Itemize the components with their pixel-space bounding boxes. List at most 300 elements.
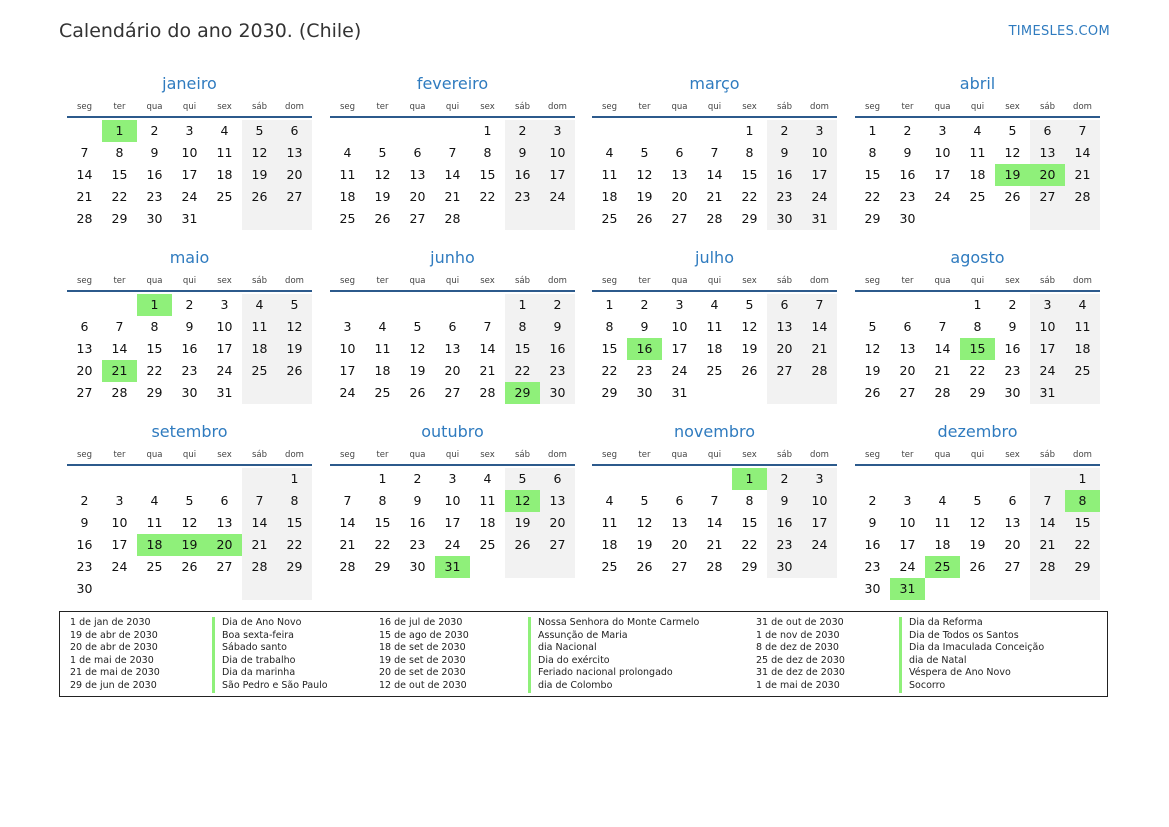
month-name: maio — [169, 248, 210, 267]
legend-dates-column — [756, 617, 845, 693]
day-cell: 27 — [216, 559, 233, 574]
day-cell: 31 — [181, 211, 198, 226]
day-cell: 29 — [969, 385, 986, 400]
day-cell: 9 — [640, 319, 649, 334]
day-cell: 23 — [409, 537, 426, 552]
day-cell: 21 — [251, 537, 268, 552]
day-cell: 10 — [671, 319, 688, 334]
day-cell: 11 — [934, 515, 951, 530]
day-cell: 21 — [706, 537, 723, 552]
day-cell: 1 — [518, 297, 527, 312]
day-cell: 9 — [80, 515, 89, 530]
weekday-label: seg — [339, 276, 356, 286]
day-cell: 18 — [934, 537, 951, 552]
day-cell: 5 — [255, 123, 264, 138]
weekday-label: qui — [445, 276, 460, 286]
day-cell: 2 — [1008, 297, 1017, 312]
day-cell: 25 — [339, 211, 356, 226]
day-cell: 19 — [251, 167, 268, 182]
day-cell: 19 — [636, 189, 653, 204]
holiday-day-cell: 8 — [1065, 490, 1100, 512]
day-cell: 24 — [339, 385, 356, 400]
day-cell: 12 — [374, 167, 391, 182]
day-cell: 4 — [605, 493, 614, 508]
day-cell: 13 — [1004, 515, 1021, 530]
legend-holiday-name: Dia de Todos os Santos — [899, 630, 1044, 643]
legend-date: 1 de mai de 2030 — [70, 654, 154, 666]
weekday-label: dom — [810, 102, 829, 112]
day-cell: 9 — [553, 319, 562, 334]
day-cell: 26 — [864, 385, 881, 400]
day-cell: 29 — [111, 211, 128, 226]
day-cell: 13 — [216, 515, 233, 530]
weekday-header — [855, 450, 1100, 466]
day-cell: 23 — [1004, 363, 1021, 378]
month-name: abril — [959, 74, 996, 93]
day-cell: 29 — [741, 211, 758, 226]
day-cell: 28 — [1074, 189, 1091, 204]
weekday-header — [330, 450, 575, 466]
day-cell: 20 — [409, 189, 426, 204]
legend-dates-column — [379, 617, 469, 693]
day-cell: 8 — [378, 493, 387, 508]
day-cell: 24 — [111, 559, 128, 574]
day-cell: 3 — [815, 471, 824, 486]
holiday-day-cell: 25 — [925, 556, 960, 578]
weekday-label: sáb — [251, 450, 268, 460]
weekday-header — [67, 450, 312, 466]
weekday-label: seg — [864, 450, 881, 460]
weekday-label: dom — [285, 450, 304, 460]
month-name: dezembro — [937, 422, 1018, 441]
holiday-day-cell: 1 — [137, 294, 172, 316]
day-cell: 9 — [185, 319, 194, 334]
day-cell: 6 — [80, 319, 89, 334]
holiday-day-cell: 19 — [172, 534, 207, 556]
day-cell: 8 — [745, 493, 754, 508]
weekday-label: ter — [638, 450, 651, 460]
weekday-label: sáb — [514, 450, 531, 460]
weekday-label: qua — [934, 102, 951, 112]
weekday-label: sáb — [1039, 450, 1056, 460]
holiday-day-cell: 16 — [627, 338, 662, 360]
day-cell: 5 — [868, 319, 877, 334]
day-cell: 2 — [185, 297, 194, 312]
day-cell: 29 — [286, 559, 303, 574]
day-cell: 11 — [216, 145, 233, 160]
month-janeiro — [67, 74, 312, 234]
day-cell: 26 — [251, 189, 268, 204]
day-cell: 1 — [973, 297, 982, 312]
weekday-label: dom — [1073, 276, 1092, 286]
day-cell: 6 — [1043, 123, 1052, 138]
day-cell: 10 — [216, 319, 233, 334]
day-cell: 7 — [343, 493, 352, 508]
day-cell: 27 — [549, 537, 566, 552]
day-cell: 28 — [706, 211, 723, 226]
day-cell: 18 — [374, 363, 391, 378]
day-cell: 12 — [741, 319, 758, 334]
legend-holiday-name: Dia do exército — [528, 655, 699, 668]
holiday-day-cell: 12 — [505, 490, 540, 512]
day-cell: 17 — [216, 341, 233, 356]
day-cell: 25 — [1074, 363, 1091, 378]
weekday-label: seg — [339, 102, 356, 112]
day-cell: 19 — [741, 341, 758, 356]
legend-dates-column — [70, 617, 160, 693]
day-cell: 6 — [413, 145, 422, 160]
day-cell: 22 — [864, 189, 881, 204]
day-cell: 10 — [811, 145, 828, 160]
day-cell: 2 — [903, 123, 912, 138]
weekday-header — [67, 276, 312, 292]
day-cell: 6 — [290, 123, 299, 138]
day-cell: 22 — [479, 189, 496, 204]
day-cell: 13 — [671, 167, 688, 182]
day-cell: 30 — [899, 211, 916, 226]
legend-holiday-name: Feriado nacional prolongado — [528, 667, 699, 680]
holiday-day-cell: 29 — [505, 382, 540, 404]
day-cell: 7 — [115, 319, 124, 334]
day-cell: 27 — [444, 385, 461, 400]
day-cell: 6 — [675, 145, 684, 160]
weekday-label: seg — [76, 450, 93, 460]
day-cell: 15 — [479, 167, 496, 182]
day-cell: 4 — [973, 123, 982, 138]
day-cell: 18 — [1074, 341, 1091, 356]
day-cell: 23 — [776, 189, 793, 204]
day-cell: 18 — [706, 341, 723, 356]
day-cell: 17 — [899, 537, 916, 552]
day-cell: 21 — [1074, 167, 1091, 182]
legend-date: 19 de set de 2030 — [379, 654, 466, 666]
day-cell: 7 — [938, 319, 947, 334]
day-cell: 2 — [868, 493, 877, 508]
day-cell: 24 — [899, 559, 916, 574]
day-cell: 5 — [185, 493, 194, 508]
holiday-day-cell: 20 — [1030, 164, 1065, 186]
day-cell: 5 — [745, 297, 754, 312]
day-cell: 2 — [780, 471, 789, 486]
day-cell: 22 — [374, 537, 391, 552]
day-cell: 31 — [811, 211, 828, 226]
weekday-header — [592, 450, 837, 466]
weekday-label: qui — [445, 102, 460, 112]
day-cell: 1 — [745, 123, 754, 138]
day-cell: 23 — [146, 189, 163, 204]
day-cell: 8 — [973, 319, 982, 334]
day-cell: 14 — [251, 515, 268, 530]
day-cell: 13 — [444, 341, 461, 356]
weekday-label: ter — [901, 102, 914, 112]
day-cell: 28 — [251, 559, 268, 574]
day-cell: 22 — [146, 363, 163, 378]
day-cell: 20 — [444, 363, 461, 378]
day-cell: 17 — [1039, 341, 1056, 356]
day-cell: 23 — [776, 537, 793, 552]
page-title: Calendário do ano 2030. (Chile) — [59, 20, 362, 42]
day-cell: 12 — [636, 167, 653, 182]
day-cell: 2 — [780, 123, 789, 138]
day-cell: 2 — [150, 123, 159, 138]
day-cell: 20 — [671, 537, 688, 552]
day-cell: 30 — [776, 559, 793, 574]
day-cell: 26 — [636, 211, 653, 226]
legend-holiday-name: dia de Natal — [899, 655, 1044, 668]
day-cell: 20 — [776, 341, 793, 356]
weekday-label: dom — [548, 276, 567, 286]
day-cell: 5 — [640, 493, 649, 508]
day-cell: 30 — [146, 211, 163, 226]
day-cell: 28 — [339, 559, 356, 574]
day-cell: 18 — [479, 515, 496, 530]
day-cell: 31 — [1039, 385, 1056, 400]
day-cell: 17 — [811, 167, 828, 182]
weekday-label: seg — [339, 450, 356, 460]
day-cell: 3 — [815, 123, 824, 138]
weekday-label: seg — [76, 276, 93, 286]
day-cell: 5 — [378, 145, 387, 160]
day-cell: 21 — [479, 363, 496, 378]
month-name: julho — [695, 248, 734, 267]
day-cell: 6 — [1008, 493, 1017, 508]
day-cell: 19 — [286, 341, 303, 356]
brand-link[interactable]: TIMESLES.COM — [1008, 24, 1110, 39]
day-cell: 12 — [181, 515, 198, 530]
weekday-label: qua — [409, 102, 426, 112]
day-cell: 7 — [710, 145, 719, 160]
day-cell: 20 — [899, 363, 916, 378]
day-cell: 25 — [601, 211, 618, 226]
day-cell: 6 — [780, 297, 789, 312]
day-cell: 18 — [251, 341, 268, 356]
day-cell: 25 — [216, 189, 233, 204]
weekday-label: sex — [742, 450, 757, 460]
weekday-label: ter — [376, 102, 389, 112]
day-cell: 29 — [374, 559, 391, 574]
day-cell: 4 — [343, 145, 352, 160]
day-cell: 25 — [251, 363, 268, 378]
day-cell: 27 — [286, 189, 303, 204]
day-cell: 16 — [549, 341, 566, 356]
weekday-label: seg — [76, 102, 93, 112]
day-cell: 30 — [636, 385, 653, 400]
day-cell: 31 — [216, 385, 233, 400]
holiday-day-cell: 1 — [732, 468, 767, 490]
day-cell: 24 — [1039, 363, 1056, 378]
day-cell: 26 — [741, 363, 758, 378]
day-cell: 30 — [409, 559, 426, 574]
day-cell: 28 — [811, 363, 828, 378]
weekday-label: sáb — [251, 276, 268, 286]
day-cell: 2 — [518, 123, 527, 138]
day-cell: 8 — [518, 319, 527, 334]
month-outubro — [330, 422, 575, 582]
day-cell: 27 — [1039, 189, 1056, 204]
legend-names-column — [212, 617, 328, 693]
day-cell: 15 — [601, 341, 618, 356]
day-cell: 8 — [483, 145, 492, 160]
day-cell: 30 — [76, 581, 93, 596]
day-cell: 11 — [969, 145, 986, 160]
day-cell: 19 — [969, 537, 986, 552]
day-cell: 28 — [1039, 559, 1056, 574]
day-cell: 4 — [938, 493, 947, 508]
day-cell: 4 — [378, 319, 387, 334]
day-cell: 10 — [444, 493, 461, 508]
legend-date: 21 de mai de 2030 — [70, 667, 160, 679]
day-cell: 15 — [741, 515, 758, 530]
legend-names-column — [528, 617, 699, 693]
weekday-label: qua — [671, 276, 688, 286]
weekday-label: qui — [707, 102, 722, 112]
weekday-header — [330, 276, 575, 292]
holiday-legend — [59, 611, 1108, 697]
legend-holiday-name: Dia de Ano Novo — [212, 617, 328, 630]
weekday-label: qua — [146, 102, 163, 112]
weekday-label: ter — [638, 276, 651, 286]
day-cell: 7 — [815, 297, 824, 312]
month-name: março — [689, 74, 740, 93]
day-cell: 13 — [776, 319, 793, 334]
day-cell: 20 — [76, 363, 93, 378]
legend-date: 16 de jul de 2030 — [379, 617, 463, 628]
day-cell: 14 — [479, 341, 496, 356]
day-cell: 5 — [290, 297, 299, 312]
day-cell: 15 — [864, 167, 881, 182]
day-cell: 3 — [675, 297, 684, 312]
day-cell: 8 — [605, 319, 614, 334]
month-dezembro — [855, 422, 1100, 596]
day-cell: 29 — [741, 559, 758, 574]
day-cell: 22 — [741, 189, 758, 204]
day-cell: 26 — [514, 537, 531, 552]
legend-date: 1 de nov de 2030 — [756, 629, 840, 641]
day-cell: 4 — [220, 123, 229, 138]
day-cell: 16 — [146, 167, 163, 182]
day-cell: 2 — [553, 297, 562, 312]
day-cell: 6 — [675, 493, 684, 508]
weekday-label: sáb — [776, 102, 793, 112]
legend-holiday-name: dia Nacional — [528, 642, 699, 655]
weekday-label: sex — [217, 102, 232, 112]
holiday-day-cell: 31 — [435, 556, 470, 578]
day-cell: 24 — [181, 189, 198, 204]
day-cell: 25 — [374, 385, 391, 400]
day-cell: 12 — [286, 319, 303, 334]
weekday-label: sáb — [1039, 102, 1056, 112]
day-cell: 18 — [601, 537, 618, 552]
day-cell: 20 — [1004, 537, 1021, 552]
day-cell: 14 — [1039, 515, 1056, 530]
day-cell: 6 — [448, 319, 457, 334]
day-cell: 24 — [549, 189, 566, 204]
day-cell: 2 — [640, 297, 649, 312]
day-cell: 29 — [864, 211, 881, 226]
day-cell: 20 — [549, 515, 566, 530]
weekday-label: qua — [934, 450, 951, 460]
weekday-label: sáb — [251, 102, 268, 112]
legend-holiday-name: São Pedro e São Paulo — [212, 680, 328, 693]
day-cell: 14 — [444, 167, 461, 182]
day-cell: 16 — [409, 515, 426, 530]
day-cell: 4 — [1078, 297, 1087, 312]
weekday-label: qui — [182, 450, 197, 460]
legend-date: 20 de set de 2030 — [379, 667, 466, 679]
day-cell: 13 — [1039, 145, 1056, 160]
day-cell: 19 — [374, 189, 391, 204]
day-cell: 14 — [706, 515, 723, 530]
day-cell: 26 — [181, 559, 198, 574]
day-cell: 26 — [409, 385, 426, 400]
weekday-label: qua — [146, 450, 163, 460]
day-cell: 1 — [378, 471, 387, 486]
day-cell: 5 — [413, 319, 422, 334]
day-cell: 24 — [934, 189, 951, 204]
day-cell: 9 — [413, 493, 422, 508]
day-cell: 29 — [1074, 559, 1091, 574]
day-cell: 13 — [899, 341, 916, 356]
day-cell: 8 — [290, 493, 299, 508]
day-cell: 10 — [899, 515, 916, 530]
day-cell: 16 — [514, 167, 531, 182]
day-cell: 13 — [549, 493, 566, 508]
day-cell: 9 — [1008, 319, 1017, 334]
day-cell: 13 — [671, 515, 688, 530]
day-cell: 17 — [181, 167, 198, 182]
weekday-label: dom — [1073, 102, 1092, 112]
day-cell: 6 — [903, 319, 912, 334]
weekday-label: qui — [970, 450, 985, 460]
day-cell: 7 — [80, 145, 89, 160]
weekday-label: dom — [548, 450, 567, 460]
legend-date: 25 de dez de 2030 — [756, 654, 845, 666]
day-cell: 12 — [1004, 145, 1021, 160]
weekday-label: qui — [970, 276, 985, 286]
day-cell: 9 — [903, 145, 912, 160]
weekday-label: seg — [601, 276, 618, 286]
day-cell: 23 — [864, 559, 881, 574]
day-cell: 19 — [514, 515, 531, 530]
weekday-label: ter — [376, 450, 389, 460]
legend-holiday-name: Socorro — [899, 680, 1044, 693]
day-cell: 7 — [1043, 493, 1052, 508]
day-cell: 2 — [80, 493, 89, 508]
day-cell: 25 — [601, 559, 618, 574]
weekday-header — [67, 102, 312, 118]
day-cell: 17 — [811, 515, 828, 530]
day-cell: 8 — [745, 145, 754, 160]
day-cell: 29 — [601, 385, 618, 400]
day-cell: 15 — [741, 167, 758, 182]
day-cell: 8 — [868, 145, 877, 160]
day-cell: 21 — [339, 537, 356, 552]
day-cell: 23 — [549, 363, 566, 378]
day-cell: 21 — [934, 363, 951, 378]
day-cell: 8 — [150, 319, 159, 334]
day-cell: 4 — [255, 297, 264, 312]
day-cell: 24 — [671, 363, 688, 378]
day-cell: 27 — [76, 385, 93, 400]
legend-date: 12 de out de 2030 — [379, 679, 467, 691]
holiday-day-cell: 18 — [137, 534, 172, 556]
day-cell: 10 — [934, 145, 951, 160]
day-cell: 18 — [969, 167, 986, 182]
day-cell: 30 — [1004, 385, 1021, 400]
weekday-label: qui — [970, 102, 985, 112]
day-cell: 16 — [76, 537, 93, 552]
day-cell: 26 — [374, 211, 391, 226]
